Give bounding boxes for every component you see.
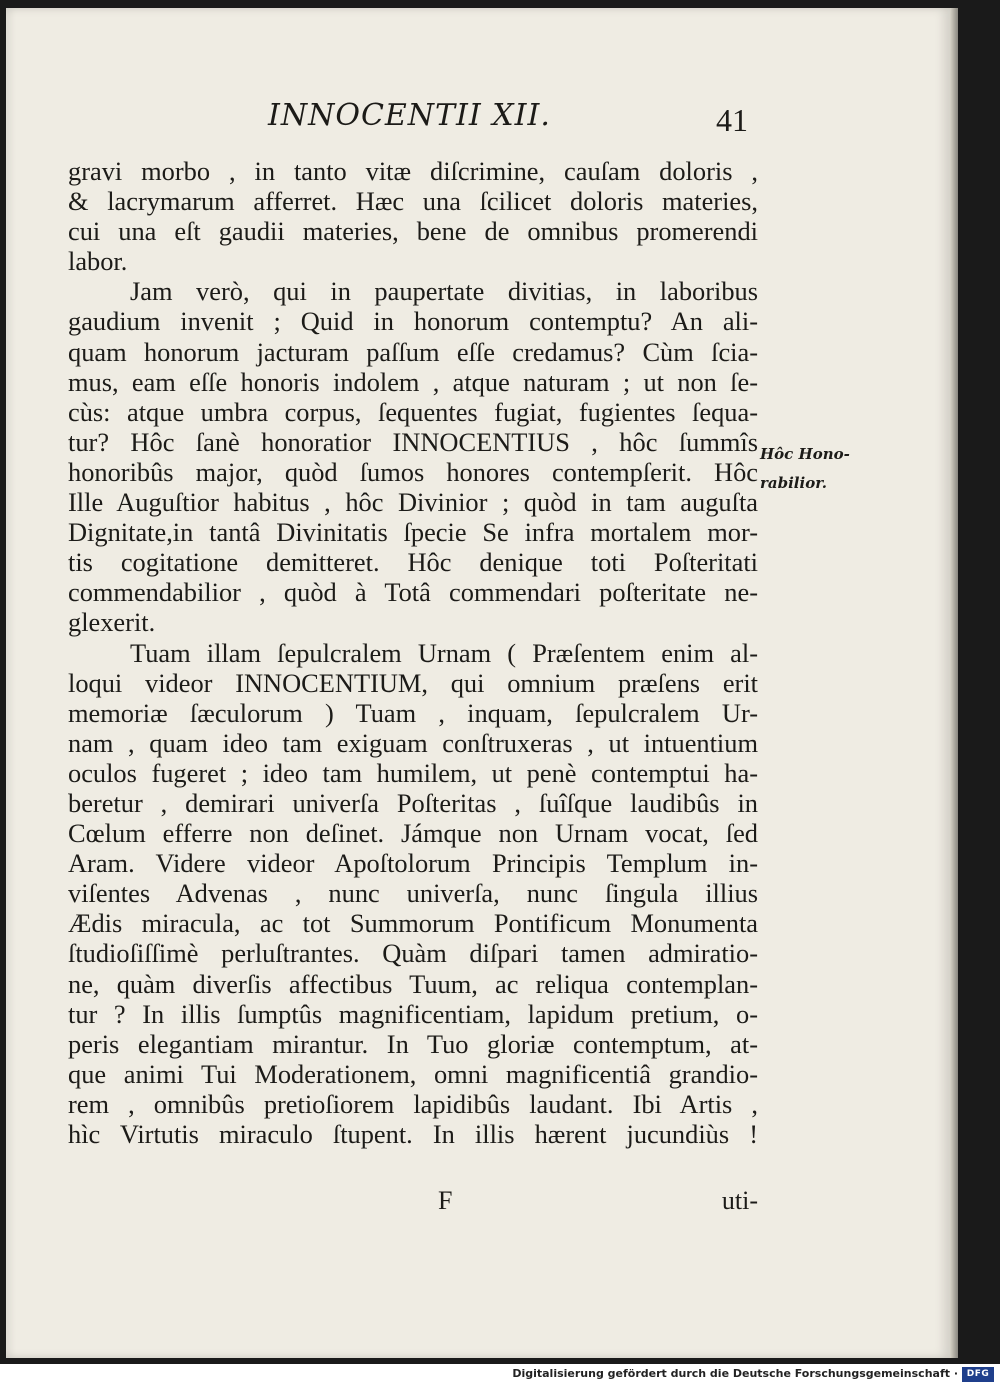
dfg-logo-icon: DFG [962, 1367, 994, 1382]
text-line: Dignitate,in tantâ Divinitatis ſpecie Se infra mortalem mor- [68, 517, 758, 548]
text-line: Ædis miracula, ac tot Summorum Pontificum Monumenta [68, 908, 758, 939]
text-line: oculos fugeret ; ideo tam humilem, ut penè contemptui ha- [68, 757, 758, 788]
text-line: beretur , demirari univerſa Poſteritas , ſuîſque laudibûs in [68, 787, 758, 818]
text-line: Ille Auguſtior habitus , hôc Divinior ; quòd in tam auguſta [68, 487, 758, 518]
text-line: mus, eam eſſe honoris indolem , atque naturam ; ut non ſe- [68, 366, 758, 397]
funding-credit: Digitalisierung gefördert durch die Deutsche Forschungsgemeinschaft · [512, 1367, 958, 1380]
text-line: ne, quàm diverſis affectibus Tuum, ac reliqua contemplan- [68, 968, 758, 999]
text-line: tur? Hôc ſanè honoratior INNOCENTIUS , hôc ſummîs [68, 426, 758, 457]
text-line: loqui videor INNOCENTIUM, qui omnium præſens erit [68, 667, 758, 698]
text-line: honoribûs major, quòd ſumos honores contempſerit. Hôc [68, 456, 758, 487]
text-line: commendabilior , quòd à Totâ commendari poſteritate ne- [68, 577, 758, 608]
text-line: Aram. Videre videor Apoſtolorum Principis Templum in- [68, 848, 758, 879]
text-line: quam honorum jacturam paſſum eſſe credamus? Cùm ſcia- [68, 336, 758, 367]
text-line: hìc Virtutis miraculo ſtupent. In illis hærent jucundiùs ! [68, 1119, 758, 1149]
catchword: uti- [721, 1186, 758, 1215]
text-line: que animi Tui Moderationem, omni magnificentiâ grandio- [68, 1058, 758, 1089]
text-line: nam , quam ideo tam exiguam conſtruxeras , ut intuentium [68, 727, 758, 758]
text-line: labor. [68, 246, 128, 277]
text-line: viſentes Advenas , nunc univerſa, nunc ſingula illius [68, 878, 758, 909]
page-number: 41 [716, 102, 748, 138]
page-footer-marks [68, 1186, 758, 1216]
digitization-footer [0, 1364, 1000, 1386]
signature-mark: F [438, 1186, 453, 1215]
body-text [68, 156, 758, 1149]
text-line: tur ? In illis ſumptûs magnificentiam, lapidum pretium, o- [68, 998, 758, 1029]
text-line: ſtudioſiſſimè perluſtrantes. Quàm diſpari tamen admiratio- [68, 938, 758, 969]
text-line: gravi morbo , in tanto vitæ diſcrimine, cauſam doloris , [68, 156, 758, 186]
margin-note [760, 440, 850, 498]
text-line: peris elegantiam mirantur. In Tuo gloriæ contemptum, at- [68, 1028, 758, 1059]
page-edge [950, 8, 958, 1358]
text-line: Tuam illam ſepulcralem Urnam ( Præſentem enim al- [130, 637, 758, 668]
text-line: gaudium invenit ; Quid in honorum contemptu? An ali- [68, 306, 758, 337]
margin-note-line: rabilior. [760, 474, 827, 492]
text-line: cui una eſt gaudii materies, bene de omnibus promerendi [68, 216, 758, 247]
text-line: & lacrymarum afferret. Hæc una ſcilicet doloris materies, [68, 186, 758, 217]
text-line: Cœlum efferre non deſinet. Jámque non Urnam vocat, ſed [68, 818, 758, 849]
text-line: cùs: atque umbra corpus, ſequentes fugiat, fugientes ſequa- [68, 396, 758, 427]
margin-note-line: Hôc Hono- [760, 445, 850, 463]
text-line: tis cogitatione demitteret. Hôc denique toti Poſteritati [68, 547, 758, 578]
running-head: INNOCENTII XII. [268, 98, 551, 133]
text-line: memoriæ ſæculorum ) Tuam , inquam, ſepulcralem Ur- [68, 697, 758, 728]
text-line: glexerit. [68, 607, 156, 638]
text-line: rem , omnibûs pretioſiorem lapidibûs laudant. Ibi Artis , [68, 1088, 758, 1119]
text-line: Jam verò, qui in paupertate divitias, in laboribus [130, 276, 758, 307]
